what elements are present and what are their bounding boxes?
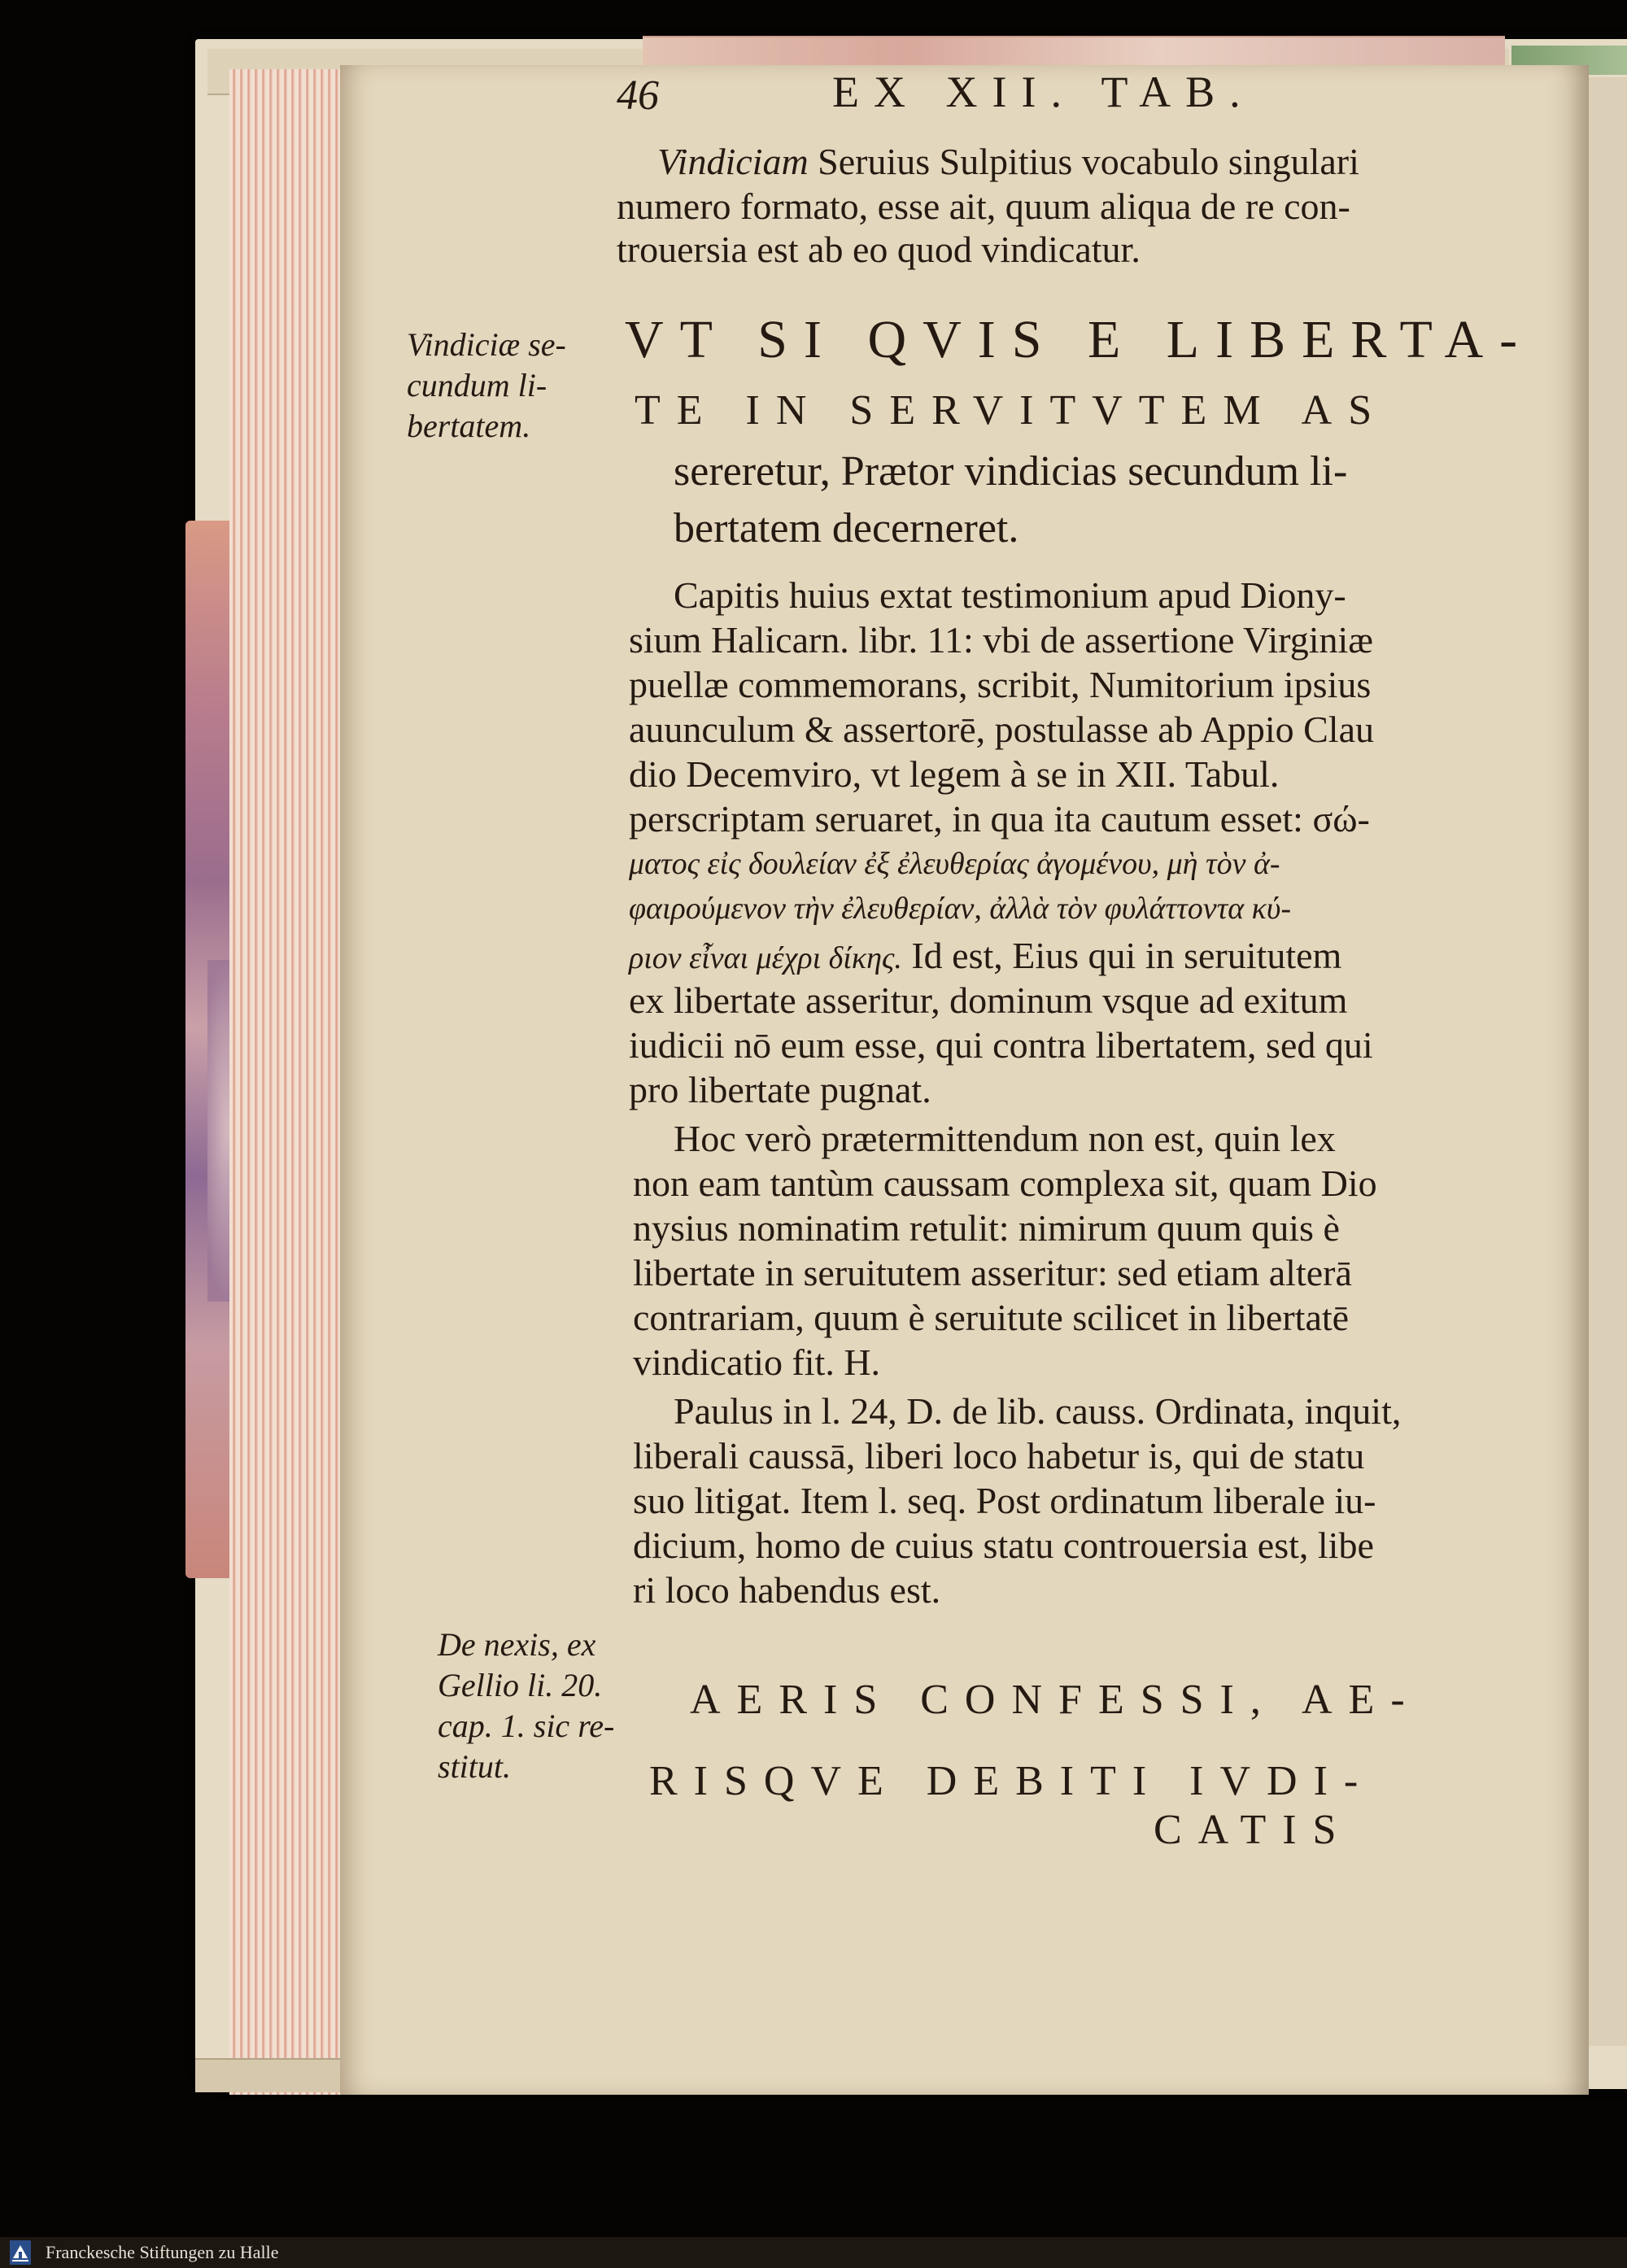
para-1-line-6: perscriptam seruaret, in qua ita cautum esset: σώ- xyxy=(629,798,1370,840)
margin-note-1-line-2: cundum li- xyxy=(407,367,547,403)
para-2-line-5: contrariam, quum è seruitute scilicet in libertatē xyxy=(633,1297,1350,1338)
margin-note-2-line-1: De nexis, ex xyxy=(438,1626,596,1663)
para-1-line-5: dio Decemviro, vt legem à se in XII. Tabul. xyxy=(629,753,1280,795)
page-number: 46 xyxy=(617,72,659,119)
para-3-line-1: Paulus in l. 24, D. de lib. causs. Ordinata, inquit, xyxy=(674,1390,1402,1432)
para-1-line-11: iudicii nō eum esse, qui contra libertatem, sed qui xyxy=(629,1024,1373,1066)
greek-quote-line-2: φαιρούμενον τὴν ἐλευθερίαν, ἀλλὰ τὸν φυλάττοντα κύ- xyxy=(629,892,1291,926)
law-1-caps-line-2: TE IN SERVITVTEM AS xyxy=(635,387,1389,434)
institution-name: Franckesche Stiftungen zu Halle xyxy=(46,2242,279,2262)
para-3-line-4: dicium, homo de cuius statu controuersia est, libe xyxy=(633,1524,1374,1566)
para-1-line-2: sium Halicarn. libr. 11: vbi de assertione Virginiæ xyxy=(629,619,1373,661)
law-2-caps-line-1: AERIS CONFESSI, AE- xyxy=(690,1677,1421,1723)
para-2-line-4: libertate in seruitutem asseritur: sed etiam alterā xyxy=(633,1252,1352,1293)
para-1-line-12: pro libertate pugnat. xyxy=(629,1069,931,1110)
law-1-caps-line-1: VT SI QVIS E LIBERTA- xyxy=(625,310,1534,369)
para-1-line-4: auunculum & assertorē, postulasse ab Appio Clau xyxy=(629,709,1375,750)
margin-note-1-line-3: bertatem. xyxy=(407,408,531,444)
law-2-caps-line-3: CATIS xyxy=(1154,1807,1353,1853)
para-3-line-5: ri loco habendus est. xyxy=(633,1569,941,1611)
margin-note-2-line-2: Gellio li. 20. xyxy=(438,1667,603,1703)
law-1-line-4: bertatem decerneret. xyxy=(674,505,1019,552)
margin-note-2-line-3: cap. 1. sic re- xyxy=(438,1708,615,1744)
institution-logo-icon xyxy=(10,2240,31,2265)
law-2-caps-line-2: RISQVE DEBITI IVDI- xyxy=(649,1758,1375,1804)
para-1-line-3: puellæ commemorans, scribit, Numitorium ipsius xyxy=(629,664,1372,705)
para-1-line-10: ex libertate asseritur, dominum vsque ad exitum xyxy=(629,979,1348,1021)
running-head: EX XII. TAB. xyxy=(832,68,1255,116)
book-page xyxy=(340,65,1589,2095)
facing-page-edge xyxy=(1585,77,1627,2046)
greek-quote-line-1: ματος εἰς δουλείαν ἐξ ἐλευθερίας ἀγομένου, μὴ τὸν ἀ- xyxy=(629,847,1280,881)
greek-quote-end: ριον εἶναι μέχρι δίκης. xyxy=(629,941,902,975)
margin-note-1-line-1: Vindiciæ se- xyxy=(407,326,566,363)
para-2-line-2: non eam tantùm caussam complexa sit, quam Dio xyxy=(633,1162,1377,1204)
para-3-line-2: liberali caussā, liberi loco habetur is, qui de statu xyxy=(633,1435,1365,1476)
law-1-line-3: sereretur, Prætor vindicias secundum li- xyxy=(674,448,1348,495)
intro-lead-word: Vindiciam xyxy=(657,141,809,182)
para-1-line-1: Capitis huius extat testimonium apud Diony- xyxy=(674,574,1346,616)
latin-translation-start: Id est, Eius qui in seruitutem xyxy=(901,935,1342,976)
intro-line-1: Vindiciam Seruius Sulpitius vocabulo singulari xyxy=(657,141,1359,182)
para-1-mixed-line xyxy=(629,934,1341,977)
intro-line-2: numero formato, esse ait, quum aliqua de re con- xyxy=(617,185,1350,227)
para-2-line-6: vindicatio fit. H. xyxy=(633,1341,881,1383)
margin-note-2-line-4: stitut. xyxy=(438,1748,512,1785)
para-2-line-3: nysius nominatim retulit: nimirum quum quis è xyxy=(633,1207,1340,1249)
intro-line-3: trouersia est ab eo quod vindicatur. xyxy=(617,229,1141,270)
para-2-line-1: Hoc verò prætermittendum non est, quin lex xyxy=(674,1118,1336,1159)
para-3-line-3: suo litigat. Item l. seq. Post ordinatum liberale iu- xyxy=(633,1480,1376,1521)
footer-bar xyxy=(0,2237,1627,2268)
